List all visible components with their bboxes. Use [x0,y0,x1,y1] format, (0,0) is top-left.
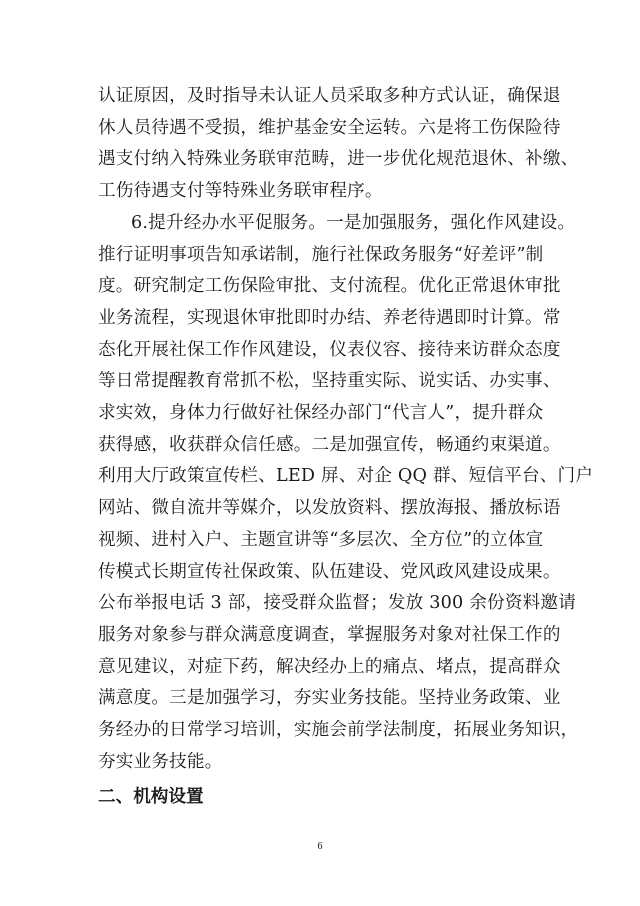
page-number: 6 [317,841,323,852]
text-line: 务经办的日常学习培训，实施会前学法制度，拓展业务知识， [98,720,579,740]
text-line: 遇支付纳入特殊业务联审范畴，进一步优化规范退休、补缴、 [98,149,579,170]
text-line: 夯实业务技能。 [98,751,223,772]
text-line: 度。研究制定工伤保险审批、支付流程。优化正常退休审批 [98,276,561,297]
text-line: 获得感，收获群众信任感。二是加强宣传，畅通约束渠道。 [98,434,561,455]
text-line: 公布举报电话 3 部，接受群众监督；发放 300 余份资料邀请 [98,593,577,614]
text-line: 满意度。三是加强学习，夯实业务技能。坚持业务政策、业 [98,688,561,709]
text-line: 视频、进村入户、主题宣讲等“多层次、全方位”的立体宣 [98,529,544,550]
text-line: 意见建议，对症下药，解决经办上的痛点、堵点，提高群众 [98,656,561,677]
text-line: 利用大厅政策宣传栏、LED 屏、对企 QQ 群、短信平台、门户 [98,466,594,487]
text-line: 工伤待遇支付等特殊业务联审程序。 [98,181,383,202]
text-line: 求实效，身体力行做好社保经办部门“代言人”，提升群众 [98,403,544,423]
section-heading: 二、机构设置 [98,787,204,808]
text-line-indented: 6.提升经办水平促服务。一是加强服务，强化作风建设。 [131,212,576,233]
text-line: 网站、微自流井等媒介，以发放资料、摆放海报、播放标语 [98,498,561,519]
text-line: 推行证明事项告知承诺制，施行社保政务服务“好差评”制 [98,244,544,265]
text-line: 认证原因，及时指导未认证人员采取多种方式认证，确保退 [98,86,561,106]
text-line: 态化开展社保工作作风建设，仪表仪容、接待来访群众态度 [98,339,561,360]
text-line: 等日常提醒教育常抓不松，坚持重实际、说实话、办实事、 [98,371,561,392]
text-line: 休人员待遇不受损，维护基金安全运转。六是将工伤保险待 [98,117,561,138]
text-line: 业务流程，实现退休审批即时办结、养老待遇即时计算。常 [98,307,561,328]
text-line: 服务对象参与群众满意度调查，掌握服务对象对社保工作的 [98,624,561,645]
text-line: 传模式长期宣传社保政策、队伍建设、党风政风建设成果。 [98,561,561,582]
